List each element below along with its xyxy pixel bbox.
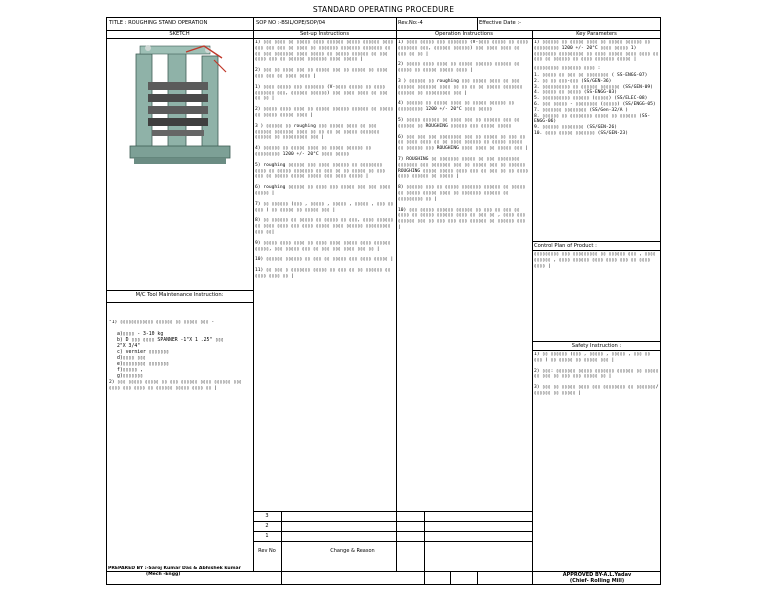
list-item: 9. ▯▯▯▯▯▯ ▯▯▯▯▯▯▯▯ (SS/GEN-26) <box>534 125 617 131</box>
tool-maintenance-note: 2) ▯▯▯ ▯▯▯▯▯ ▯▯▯▯▯ ▯▯ ▯▯▯ ▯▯▯▯▯▯ ▯▯▯▯ ▯▯▯▯▯▯ ▯▯▯ ▯▯▯▯ ▯▯▯ ▯▯▯▯ ▯▯ ▯▯▯▯▯▯ ▯▯▯▯▯ ▯▯▯▯ ▯▯ | <box>109 379 242 391</box>
top-frame <box>140 45 211 54</box>
setup-step: 3 ) ▯▯▯▯▯▯ ▯▯ roughing ▯▯▯ ▯▯▯▯▯ ▯▯▯▯ ▯▯ ▯▯▯ ▯▯▯▯▯▯ ▯▯▯▯▯▯▯ ▯▯▯▯ ▯▯ ▯▯ ▯▯ ▯▯ ▯▯▯▯▯ ▯▯▯▯▯▯▯ ▯▯▯▯▯▯ ▯▯ ▯▯▯▯▯▯▯▯▯ ▯▯▯ | <box>255 123 380 141</box>
tool-maintenance-header: M/C Tool Maintenance Instruction: <box>135 292 224 298</box>
list-item: a)▯▯▯▯ - 3-10 kg <box>117 331 164 337</box>
safety-instructions <box>534 352 660 442</box>
operation-step: 7) ROUGHING ▯▯ ▯▯▯▯▯▯▯ ▯▯▯▯▯ ▯▯ ▯▯▯ ▯▯▯▯▯▯▯▯ ▯▯▯▯▯▯▯ ▯▯▯ ▯▯▯▯▯▯▯ ▯▯▯ ▯▯ ▯▯▯▯▯ ▯▯▯ ▯▯ ▯▯▯▯▯▯ ROUGHING ▯▯▯▯▯ ▯▯▯▯▯ ▯▯▯▯ ▯▯▯ ▯▯ ▯▯▯ ▯▯ ▯▯ ▯▯▯▯ ▯▯▯▯ ▯▯▯▯▯▯ ▯▯ ▯▯▯▯▯ | <box>398 156 528 180</box>
operation-step: 6) ▯▯▯ ▯▯▯ ▯▯▯ ▯▯▯▯▯▯▯▯ ▯▯▯ ▯▯ ▯▯▯▯▯ ▯▯ ▯▯▯ ▯▯ ▯▯ ▯▯▯▯ ▯▯▯▯ ▯▯ ▯▯ ▯▯▯▯ ▯▯▯▯▯▯ ▯▯ ▯▯▯▯▯ ▯▯▯▯▯ ▯▯ ▯▯▯▯▯▯ ▯▯▯ ROUGHING ▯▯▯▯ ▯▯▯▯ ▯▯ ▯▯▯▯▯ ▯▯▯ | <box>398 134 528 152</box>
key-parameters-intro: 1) ▯▯▯▯▯▯ ▯▯ ▯▯▯▯▯ ▯▯▯▯ ▯▯ ▯▯▯▯▯ ▯▯▯▯▯▯ ▯▯ ▯▯▯▯▯▯▯▯▯ 1200 +/- 20°C ▯▯▯▯ ▯▯▯▯▯ 1) ▯▯▯▯▯▯▯▯ ▯▯▯▯▯▯▯▯▯ ▯▯ ▯▯▯▯ ▯▯▯▯▯ ▯▯▯▯ ▯▯▯▯ ▯▯ ▯▯▯ ▯▯ ▯▯▯▯▯▯ ▯▯ ▯▯▯▯ ▯▯▯▯▯▯▯ ▯▯▯▯▯ | <box>534 40 659 63</box>
prepared-by-department: (Mech -Engg) <box>146 572 181 577</box>
key-parameters-subhead: ▯▯▯▯▯▯▯▯▯ ▯▯▯▯▯▯▯ ▯▯▯▯ : <box>534 66 601 72</box>
list-item: 8. ▯▯▯▯▯▯ ▯▯ ▯▯▯▯▯▯▯▯ ▯▯▯▯▯ ▯▯ ▯▯▯▯▯▯ (SS-ENGG-06) <box>534 113 651 125</box>
list-item: f)▯▯▯▯▯ , <box>117 367 143 373</box>
safety-step: 2) ▯▯▯: ▯▯▯▯▯▯▯ ▯▯▯▯▯ ▯▯▯▯▯▯▯ ▯▯▯▯▯▯ ▯▯ ▯▯▯▯▯ ▯▯ ▯▯▯ ▯▯ ▯▯▯ ▯▯▯ ▯▯▯▯▯ ▯▯ | <box>534 368 659 380</box>
operation-step: 2) ▯▯▯▯▯ ▯▯▯▯ ▯▯▯▯ ▯▯ ▯▯▯▯▯ ▯▯▯▯▯▯ ▯▯▯▯▯▯ ▯▯ ▯▯▯▯▯ ▯▯ ▯▯▯▯▯ ▯▯▯▯▯ ▯▯▯▯ | <box>398 62 520 74</box>
setup-step: 1) ▯▯▯ ▯▯▯▯ ▯▯ ▯▯▯▯▯ ▯▯▯▯ ▯▯▯▯▯▯ ▯▯▯▯▯ ▯▯▯▯▯▯ ▯▯▯▯ ▯▯▯ ▯▯▯ ▯▯▯ ▯▯ ▯▯▯▯ ▯▯ ▯▯▯▯▯▯▯ ▯▯▯▯▯▯▯ ▯▯▯▯▯▯▯ ▯▯ ▯▯ ▯▯▯ ▯▯▯▯▯▯▯ ▯▯▯▯ ▯▯▯▯▯ ▯▯ ▯▯▯▯▯ ▯▯▯▯▯▯ ▯▯ ▯▯▯ ▯▯▯▯ ▯▯▯ ▯▯ ▯▯▯▯▯▯ ▯▯▯▯▯▯▯ ▯▯▯▯ ▯▯▯▯▯ | <box>255 40 394 63</box>
tool-list <box>109 332 251 380</box>
setup-step: 2) ▯▯▯ ▯▯ ▯▯▯▯ ▯▯▯ ▯▯ ▯▯▯▯▯ ▯▯▯ ▯▯ ▯▯▯▯▯ ▯▯ ▯▯▯▯ ▯▯▯ ▯▯▯ ▯▯ ▯▯▯▯ ▯▯▯▯ | <box>255 68 388 79</box>
control-plan-text: ▯▯▯▯▯▯▯▯▯ ▯▯▯ ▯▯▯▯▯▯▯▯▯ ▯▯ ▯▯▯▯▯▯ ▯▯▯ , ▯▯▯▯ ▯▯▯▯▯▯ , ▯▯▯▯ ▯▯▯▯▯▯ ▯▯▯▯ ▯▯▯▯ ▯▯▯ ▯▯ ▯▯▯▯ ▯▯▯▯ | <box>534 252 656 269</box>
list-item: 2"X 3/4" <box>117 343 141 349</box>
revision-row-number: 3 <box>265 513 269 519</box>
operation-step: 1) ▯▯▯▯ ▯▯▯▯▯ ▯▯▯ ▯▯▯▯▯▯▯ (V-▯▯▯▯ ▯▯▯▯▯ ▯▯ ▯▯▯▯ ▯▯▯▯▯▯▯ ▯▯▯, ▯▯▯▯▯▯ ▯▯▯▯▯▯) ▯▯▯ ▯▯▯▯ ▯▯▯▯ ▯▯ ▯▯▯ ▯▯ ▯▯ | <box>398 40 528 57</box>
tool-list-intro: "1) ▯▯▯▯▯▯▯▯▯▯▯▯ ▯▯▯▯▯▯ ▯▯ ▯▯▯▯▯ ▯▯▯ - <box>109 320 215 325</box>
list-item: e)▯▯▯▯▯▯▯▯ ▯▯▯▯▯▯▯ <box>117 361 169 367</box>
list-item: 1. ▯▯▯▯▯ ▯▯ ▯▯▯ ▯▯ ▯▯▯▯▯▯▯▯ ( SS-ENGG-07) <box>534 72 648 78</box>
list-item: 7. ▯▯▯▯▯▯▯ ▯▯▯▯▯▯▯▯ (SS/Gen-32/A ) <box>534 107 629 113</box>
list-item: 3. ▯▯▯▯▯▯▯▯▯▯ ▯▯ ▯▯▯▯▯▯ ▯▯▯▯▯▯▯ (SS/GEN-09) <box>534 84 653 90</box>
safety-header: Safety Instruction : <box>571 343 622 349</box>
tool-maintenance-content <box>109 320 251 440</box>
title-field: TITLE : ROUGHING STAND OPERATION <box>109 20 208 26</box>
effective-date: Effective Date :- <box>479 20 521 26</box>
sop-sheet <box>106 4 661 585</box>
key-parameter-list <box>534 73 660 137</box>
control-plan-header: Control Plan of Product : <box>534 243 597 249</box>
setup-step: 10) ▯▯▯▯▯▯ ▯▯▯▯▯▯ ▯▯ ▯▯▯ ▯▯ ▯▯▯▯▯ ▯▯▯ ▯▯▯▯ ▯▯▯▯▯ | <box>255 257 394 263</box>
control-plan-content <box>534 252 660 292</box>
list-item: g)▯▯▯▯▯▯▯ <box>117 373 143 379</box>
setup-step: 8) ▯▯ ▯▯▯▯▯▯ ▯▯ ▯▯▯▯▯ ▯▯ ▯▯▯▯▯ ▯▯ ▯▯▯, ▯▯▯▯ ▯▯▯▯▯▯ ▯▯ ▯▯▯▯ ▯▯▯▯ ▯▯▯ ▯▯▯▯ ▯▯▯▯▯ ▯▯▯▯ ▯▯▯▯▯▯ ▯▯▯▯▯▯▯▯▯ ▯▯▯ ▯▯| <box>255 218 394 235</box>
approved-by: APPROVED BY-A.L.Yadav <box>562 572 632 578</box>
setup-step: 1) ▯▯▯▯ ▯▯▯▯▯ ▯▯▯ ▯▯▯▯▯▯▯ (V-▯▯▯▯ ▯▯▯▯▯ ▯▯ ▯▯▯▯ ▯▯▯▯▯▯▯ ▯▯▯, ▯▯▯▯▯▯ ▯▯▯▯▯▯) ▯▯▯ ▯▯▯▯ ▯▯▯▯ ▯▯ ▯▯▯ ▯▯ ▯▯ | <box>255 84 388 102</box>
setup-header: Set-up Instructions <box>299 31 350 37</box>
list-item: 4. ▯▯▯▯▯ ▯▯ ▯▯▯▯▯ (SS-ENGG-03) <box>534 90 617 96</box>
revision-row-number: 1 <box>265 533 269 539</box>
setup-step: 11) ▯▯ ▯▯▯ ▯ ▯▯▯▯▯▯▯ ▯▯▯▯▯ ▯▯ ▯▯▯ ▯▯ ▯▯ ▯▯▯▯▯▯ ▯▯ ▯▯▯▯ ▯▯▯▯ ▯▯ | <box>255 268 391 279</box>
setup-step: 9) ▯▯▯▯▯ ▯▯▯▯ ▯▯▯▯ ▯▯ ▯▯▯▯ ▯▯▯▯ ▯▯▯▯▯ ▯▯▯▯ ▯▯▯▯▯▯ ▯▯▯▯▯, ▯▯▯ ▯▯▯▯▯ ▯▯▯ ▯▯ ▯▯▯ ▯▯▯ ▯▯▯▯ ▯▯▯ ▯▯ | <box>255 240 391 252</box>
operation-step: 10) ▯▯▯ ▯▯▯▯▯ ▯▯▯▯▯▯ ▯▯▯▯▯▯ ▯▯ ▯▯▯ ▯▯ ▯▯▯ ▯▯ ▯▯▯▯ ▯▯ ▯▯▯▯▯ ▯▯▯▯▯▯ ▯▯▯▯ ▯▯ ▯▯▯ ▯▯ , ▯▯▯▯ ▯▯▯ ▯▯▯▯▯▯ ▯▯▯ ▯▯ ▯▯▯ ▯▯▯ ▯▯▯ ▯▯▯▯▯▯ ▯▯ ▯▯▯▯▯▯ ▯▯▯ | <box>398 207 526 230</box>
list-item: 2. ▯▯ ▯▯ ▯▯▯-▯▯▯ (SS/GEN-36) <box>534 78 612 84</box>
revision-number: Rev.No:-4 <box>398 20 423 26</box>
sketch-header: SKETCH <box>169 31 190 37</box>
setup-step: 5) roughing ▯▯▯▯▯▯ ▯▯▯ ▯▯▯▯ ▯▯▯▯▯▯ ▯▯ ▯▯▯▯▯▯▯▯ ▯▯▯▯ ▯▯ ▯▯▯▯▯ ▯▯▯▯▯▯▯ ▯▯ ▯▯▯ ▯▯ ▯▯ ▯▯▯▯▯ ▯▯ ▯▯▯ ▯▯▯ ▯▯ ▯▯▯▯▯ ▯▯▯▯▯ ▯▯▯▯▯ ▯▯▯ ▯▯▯▯ ▯▯▯▯▯ | <box>255 162 385 180</box>
revision-column-change: Change & Reason <box>330 548 375 554</box>
list-item: 10. ▯▯▯▯ ▯▯▯▯▯ ▯▯▯▯▯▯▯ (SS/GEN-23) <box>534 130 629 136</box>
roughing-stand-sketch <box>126 42 234 172</box>
operation-step: 5) ▯▯▯▯▯ ▯▯▯▯▯▯ ▯▯ ▯▯▯▯ ▯▯▯ ▯▯ ▯▯▯▯▯▯ ▯▯▯ ▯▯ ▯▯▯▯▯▯ ▯▯ ROUGHING ▯▯▯▯▯▯ ▯▯▯ ▯▯▯▯▯ ▯▯▯▯▯ <box>398 117 520 129</box>
list-item: 5. ▯▯▯▯▯▯▯▯▯▯ ▯▯▯▯▯▯ (▯▯▯▯▯) (SS/ELEC-08) <box>534 96 648 102</box>
prepared-by: PREPARED BY :-Saroj Kumar Das & Abhishek kumar <box>108 566 241 571</box>
list-item: c) vernier ▯▯▯▯▯▯▯ <box>117 349 169 355</box>
safety-step: 1) ▯▯ ▯▯▯▯▯▯ (▯▯▯ , ▯▯▯▯▯ , ▯▯▯▯▯ , ▯▯▯ ▯▯ ▯▯▯ ) ▯▯ ▯▯▯▯▯ ▯▯ ▯▯▯▯▯ ▯▯▯ | <box>534 352 651 363</box>
page-title: STANDARD OPERATING PROCEDURE <box>312 5 455 14</box>
operation-step: 3 ) ▯▯▯▯▯▯ ▯▯ roughing ▯▯▯ ▯▯▯▯▯ ▯▯▯▯ ▯▯ ▯▯▯ ▯▯▯▯▯▯ ▯▯▯▯▯▯▯ ▯▯▯▯ ▯▯ ▯▯ ▯▯ ▯▯ ▯▯▯▯▯ ▯▯▯▯▯▯▯ ▯▯▯▯▯▯ ▯▯ ▯▯▯▯▯▯▯▯▯ ▯▯▯ | <box>398 78 523 96</box>
list-item: 6. ▯▯▯ ▯▯▯▯▯ - ▯▯▯▯▯▯▯▯ (▯▯▯▯▯) (SS/ENGG-05) <box>534 101 656 107</box>
setup-step: 4) ▯▯▯▯▯▯ ▯▯ ▯▯▯▯▯ ▯▯▯▯ ▯▯ ▯▯▯▯▯ ▯▯▯▯▯▯ ▯▯ ▯▯▯▯▯▯▯▯▯ 1200 +/- 20°C ▯▯▯▯ ▯▯▯▯▯ <box>255 146 372 157</box>
key-parameters-header: Key Parameters <box>576 31 617 37</box>
operation-instructions <box>398 40 530 520</box>
list-item: d)▯▯▯▯ ▯▯▯ <box>117 355 146 361</box>
safety-step: 3) ▯▯▯ ▯▯ ▯▯▯▯▯ ▯▯▯▯ ▯▯▯ ▯▯▯▯▯▯▯▯ ▯▯ ▯▯▯▯▯▯▯/▯▯▯▯▯▯ ▯▯ ▯▯▯▯▯ | <box>534 385 659 396</box>
setup-instructions <box>255 40 394 510</box>
approved-by-role: (Chief- Rolling Mill) <box>569 578 625 584</box>
operation-header: Operation Instructions <box>435 31 493 37</box>
operation-step: 4) ▯▯▯▯▯▯ ▯▯ ▯▯▯▯▯ ▯▯▯▯ ▯▯ ▯▯▯▯▯ ▯▯▯▯▯▯ ▯▯ ▯▯▯▯▯▯▯▯▯ 1200 +/- 20°C ▯▯▯▯ ▯▯▯▯▯ <box>398 101 515 113</box>
setup-step: 6) roughing ▯▯▯▯▯▯ ▯▯ ▯▯▯▯ ▯▯▯ ▯▯▯▯▯ ▯▯▯ ▯▯▯ ▯▯▯▯ ▯▯▯▯▯ | <box>255 185 391 196</box>
revision-row-number: 2 <box>265 523 269 529</box>
setup-step: 7) ▯▯ ▯▯▯▯▯▯ (▯▯▯ , ▯▯▯▯▯ , ▯▯▯▯▯ , ▯▯▯▯▯ , ▯▯▯ ▯▯ ▯▯▯ ) ▯▯ ▯▯▯▯▯ ▯▯ ▯▯▯▯▯ ▯▯▯ | <box>255 201 394 213</box>
operation-step: 8) ▯▯▯▯▯▯ ▯▯▯ ▯▯ ▯▯▯▯▯ ▯▯▯▯▯▯▯ ▯▯▯▯▯▯ ▯▯ ▯▯▯▯▯ ▯▯ ▯▯▯▯▯ ▯▯▯▯▯ ▯▯▯▯ ▯▯ ▯▯▯▯▯▯▯ ▯▯▯▯▯▯ ▯▯ ▯▯▯▯▯▯▯▯▯ ▯▯ | <box>398 185 526 202</box>
setup-step: 2) ▯▯▯▯▯ ▯▯▯▯ ▯▯▯▯ ▯▯ ▯▯▯▯▯ ▯▯▯▯▯▯ ▯▯▯▯▯▯ ▯▯ ▯▯▯▯▯ ▯▯ ▯▯▯▯▯ ▯▯▯▯▯ ▯▯▯▯ | <box>255 107 394 118</box>
revision-column-rev-no: Rev No <box>258 548 276 554</box>
key-parameters <box>534 40 660 240</box>
list-item: b) D ▯▯▯ ▯▯▯▯ SPANNER -1"X 1 .25" ▯▯▯ <box>117 337 224 343</box>
sop-number: SOP NO :-BSIL/OPE/SOP/04 <box>256 20 326 26</box>
